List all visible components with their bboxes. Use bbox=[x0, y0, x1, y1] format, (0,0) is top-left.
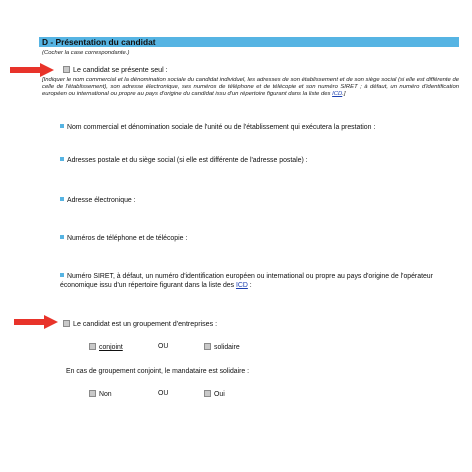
option-group[interactable] bbox=[63, 320, 217, 328]
siret-end: : bbox=[247, 282, 252, 289]
pointer-arrow-icon bbox=[14, 315, 58, 329]
field-label: Adresses postale et du siège social (si elle est différente de l'adresse postale) : bbox=[67, 157, 308, 164]
or-separator: OU bbox=[158, 343, 169, 350]
non-checkbox[interactable] bbox=[89, 390, 96, 397]
section-header: D - Présentation du candidat bbox=[39, 37, 459, 47]
non-label: Non bbox=[99, 391, 112, 398]
conjoint-checkbox[interactable] bbox=[89, 343, 96, 350]
bullet-icon bbox=[60, 124, 64, 128]
group-checkbox[interactable] bbox=[63, 320, 70, 327]
group-label: Le candidat est un groupement d'entreprises : bbox=[73, 320, 218, 328]
solidaire-label: solidaire bbox=[214, 344, 240, 351]
field-nom-commercial bbox=[60, 124, 375, 131]
option-conjoint[interactable] bbox=[89, 343, 123, 351]
or-separator-2: OU bbox=[158, 390, 169, 397]
single-label: Le candidat se présente seul : bbox=[73, 66, 168, 74]
option-single[interactable] bbox=[63, 66, 168, 74]
field-label: Numéros de téléphone et de télécopie : bbox=[67, 235, 188, 242]
conjoint-label: conjoint bbox=[99, 344, 123, 351]
field-label: Nom commercial et dénomination sociale de l'unité ou de l'établissement qui exécutera la prestation : bbox=[67, 124, 376, 131]
oui-label: Oui bbox=[214, 391, 225, 398]
option-non[interactable] bbox=[89, 390, 112, 398]
single-instructions bbox=[42, 77, 459, 98]
pointer-arrow-icon bbox=[10, 63, 54, 77]
single-checkbox[interactable] bbox=[63, 66, 70, 73]
single-note-end: .] bbox=[342, 90, 346, 97]
single-note: [Indiquer le nom commercial et la dénomination sociale du candidat individuel, les adresses de son établissement et de son siège social (si elle est différente de celle de l'établissement), son adresse électronique, ses numéros de téléphone et de télécopie et son numéro SIRET ; à défaut, un numéro d'identification européen ou international ou propre au pays d'origine du candidat issu d'un répertoire figurant dans la liste des bbox=[42, 77, 459, 97]
field-label: Adresse électronique : bbox=[67, 197, 136, 204]
field-adresse-electronique bbox=[60, 197, 136, 204]
option-solidaire[interactable] bbox=[204, 343, 240, 351]
field-telephone bbox=[60, 235, 187, 242]
bullet-icon bbox=[60, 235, 64, 239]
oui-checkbox[interactable] bbox=[204, 390, 211, 397]
field-siret bbox=[60, 272, 460, 290]
field-adresses bbox=[60, 157, 308, 164]
solidaire-checkbox[interactable] bbox=[204, 343, 211, 350]
bullet-icon bbox=[60, 157, 64, 161]
icd-link-2[interactable]: ICD bbox=[235, 282, 248, 289]
option-oui[interactable] bbox=[204, 390, 225, 398]
mandataire-question: En cas de groupement conjoint, le mandataire est solidaire : bbox=[66, 368, 250, 375]
bullet-icon bbox=[60, 273, 64, 277]
siret-label: Numéro SIRET, à défaut, un numéro d'identification européen ou international ou propre au pays d'origine de l'opérateur économique issu d'un répertoire figurant dans la liste des bbox=[60, 273, 433, 289]
bullet-icon bbox=[60, 197, 64, 201]
section-instruction: (Cocher la case correspondante.) bbox=[42, 50, 130, 56]
icd-link[interactable]: ICD bbox=[332, 90, 343, 97]
